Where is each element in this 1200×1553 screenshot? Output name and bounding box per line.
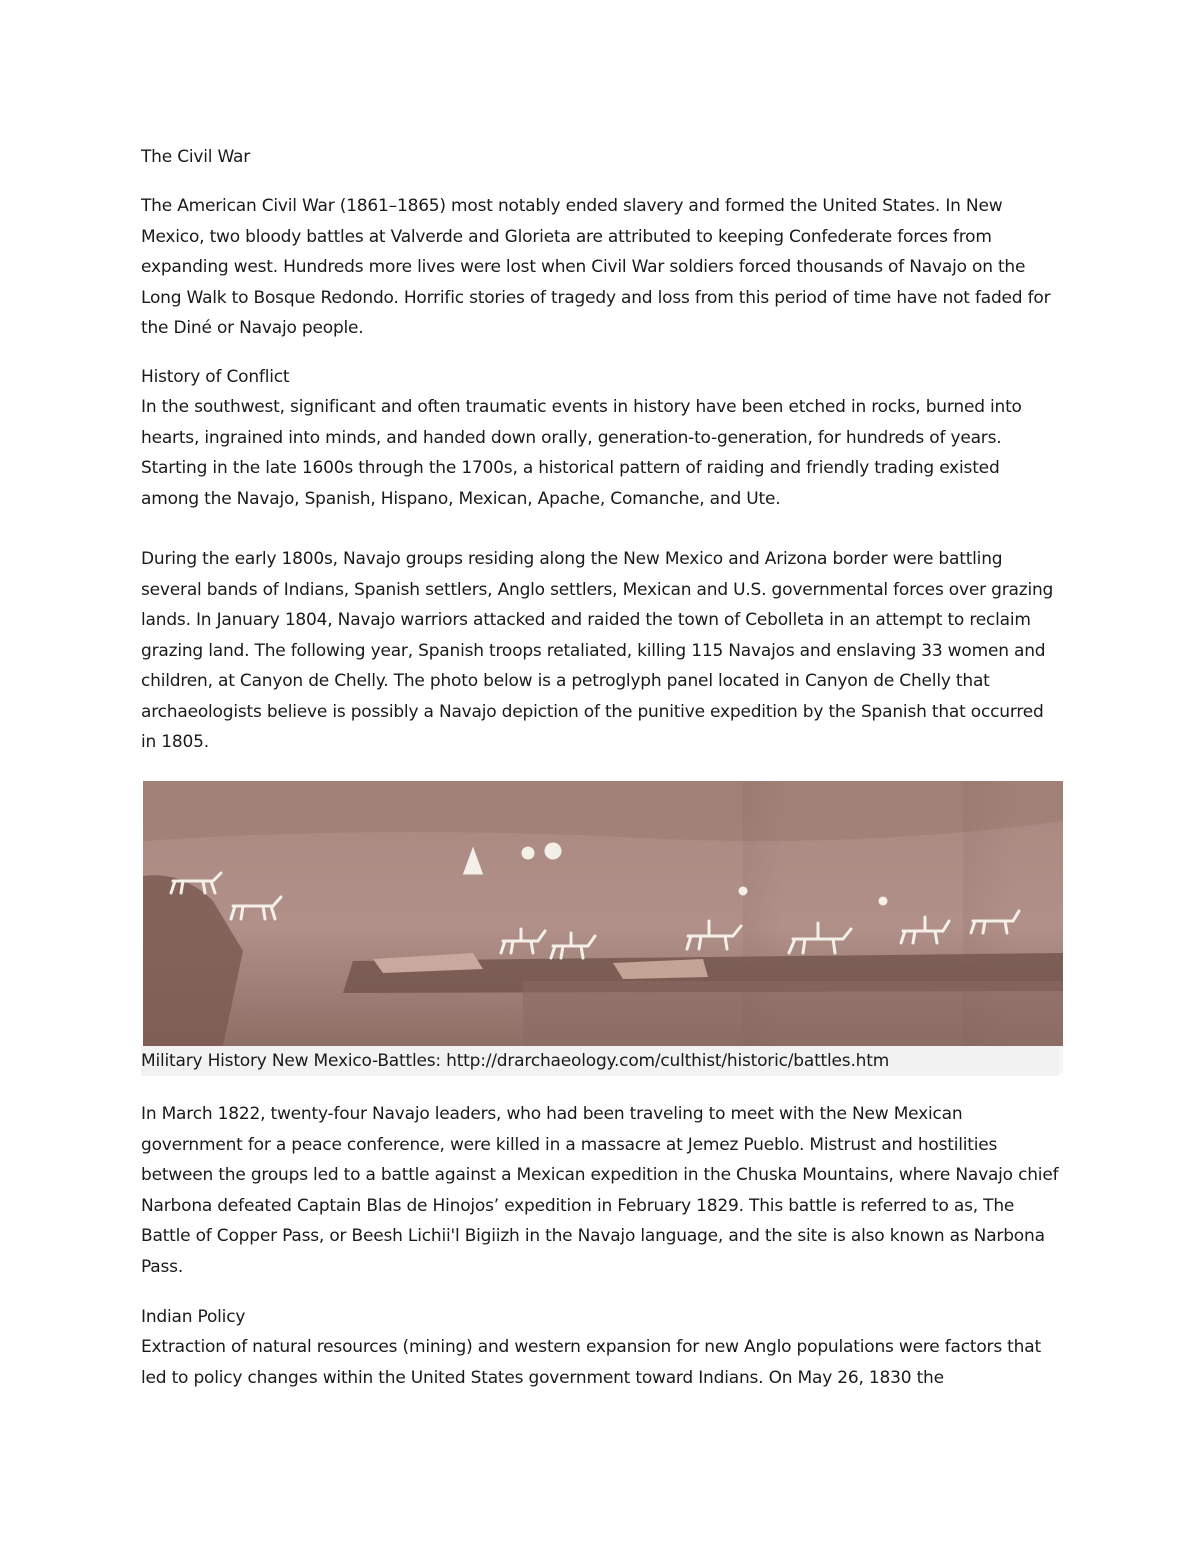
heading-history-of-conflict: History of Conflict: [141, 367, 290, 387]
paragraph-civil-war: The American Civil War (1861–1865) most notably ended slavery and formed the United States. In New Mexico, two bloody battles at Valverde and Glorieta are attributed to keeping Confederate forces from expanding west. Hundreds more lives were lost when Civil War soldiers forced thousands of Navajo on the Long Walk to Bosque Redondo. Horrific stories of tragedy and loss from this period of time have not faded for the Diné or Navajo people.: [141, 196, 1051, 338]
petroglyph-photo: [143, 781, 1063, 1073]
paragraph-march-1822: In March 1822, twenty-four Navajo leaders, who had been traveling to meet with the New Mexican government for a peace conference, were killed in a massacre at Jemez Pueblo. Mistrust and hostilities between the groups led to a battle against a Mexican expedition in the Chuska Mountains, where Navajo chief Narbona defeated Captain Blas de Hinojos’ expedition in February 1829. This battle is referred to as, The Battle of Copper Pass, or Beesh Lichii'l Bigiizh in the Navajo language, and the site is also known as Narbona Pass.: [141, 1104, 1059, 1277]
photo-caption: Military History New Mexico-Battles: http://drarchaeology.com/culthist/historic/battles.htm: [141, 1046, 1059, 1076]
paragraph-southwest: In the southwest, significant and often traumatic events in history have been etched in rocks, burned into hearts, ingrained into minds, and handed down orally, generation-to-generation, for hundreds of years. Starting in the late 1600s through the 1700s, a historical pattern of raiding and friendly trading existed among the Navajo, Spanish, Hispano, Mexican, Apache, Comanche, and Ute.: [141, 397, 1022, 509]
petroglyph-image: [143, 781, 1063, 1046]
heading-indian-policy: Indian Policy: [141, 1307, 246, 1327]
doc-title: The Civil War: [141, 147, 251, 167]
paragraph-indian-policy: Extraction of natural resources (mining) and western expansion for new Anglo populations were factors that led to policy changes within the United States government toward Indians. On May 26, 1830 the: [141, 1337, 1041, 1388]
paragraph-early-1800s: During the early 1800s, Navajo groups residing along the New Mexico and Arizona border were battling several bands of Indians, Spanish settlers, Anglo settlers, Mexican and U.S. governmental forces over grazing lands. In January 1804, Navajo warriors attacked and raided the town of Cebolleta in an attempt to reclaim grazing land. The following year, Spanish troops retaliated, killing 115 Navajos and enslaving 33 women and children, at Canyon de Chelly. The photo below is a petroglyph panel located in Canyon de Chelly that archaeologists believe is possibly a Navajo depiction of the punitive expedition by the Spanish that occurred in 1805.: [141, 549, 1054, 752]
